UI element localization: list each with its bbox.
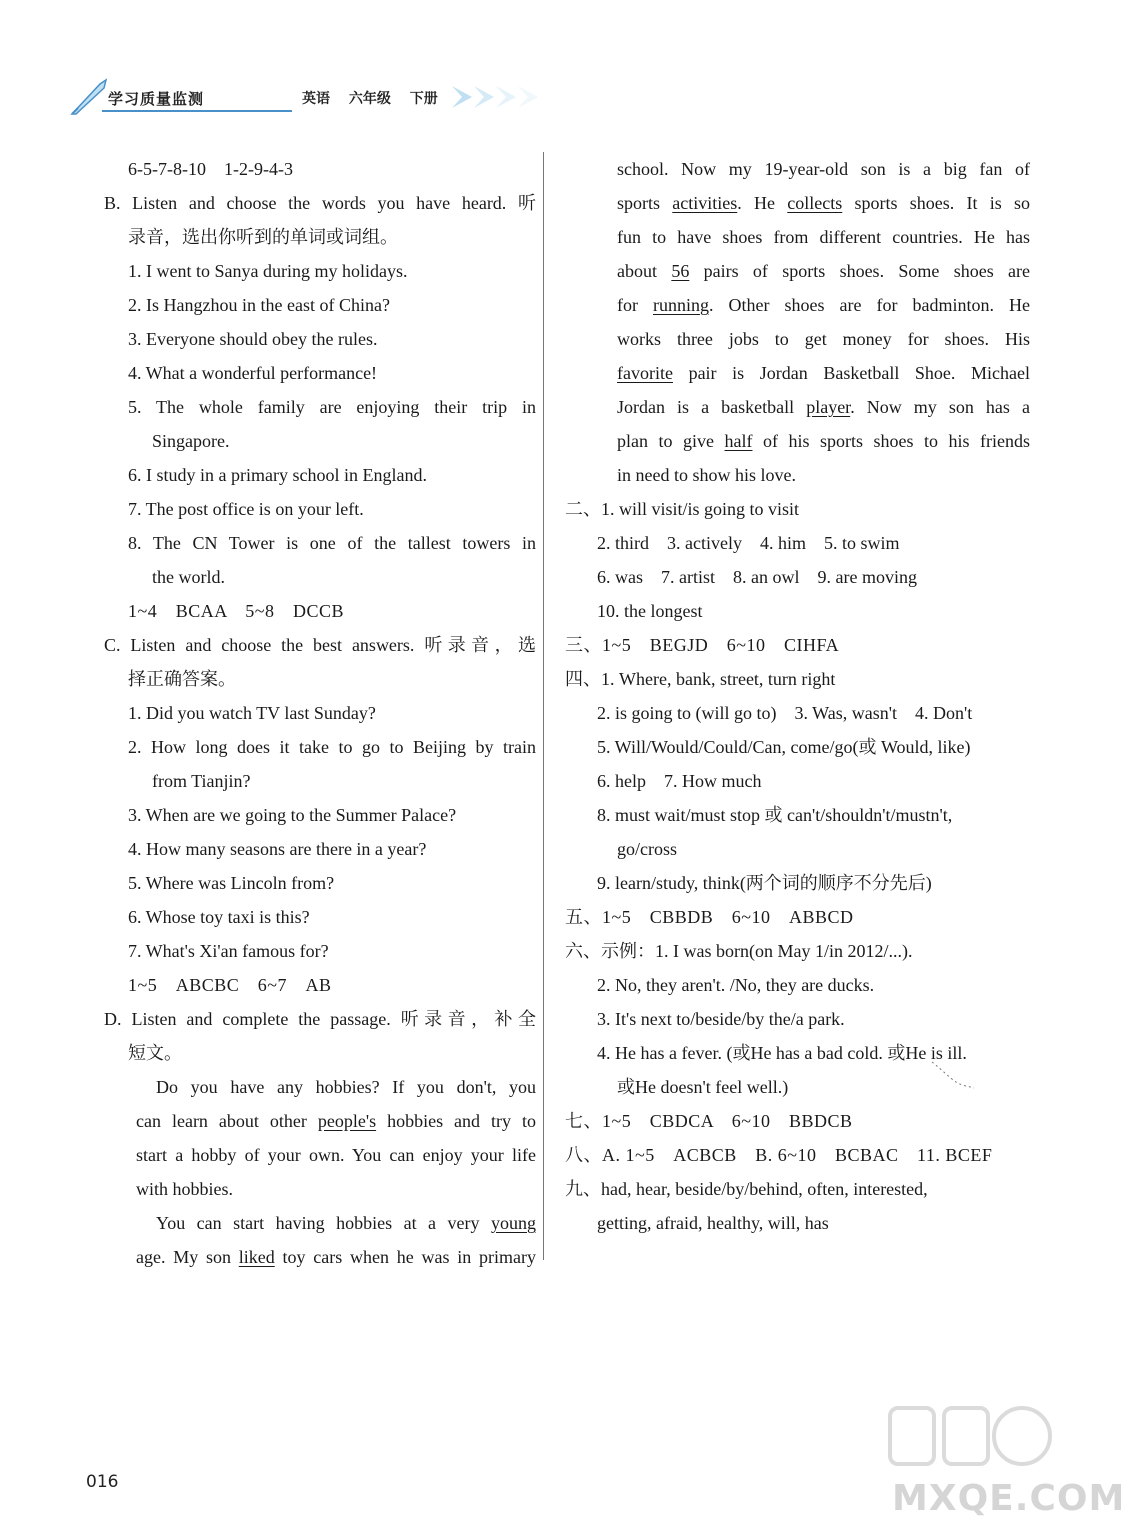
text-line: Singapore. [152,431,230,451]
header-rule [102,110,292,112]
text-line: 6-5-7-8-10 1-2-9-4-3 [128,159,293,179]
page-number: 016 [86,1472,119,1492]
text-line: Do you have any hobbies? If you don't, you [156,1077,536,1097]
text-line: 4. How many seasons are there in a year? [128,839,427,859]
text-line: 录音，选出你听到的单词或词组。 [128,227,398,247]
text-line: 6. help 7. How much [597,771,762,791]
left-column [104,152,536,1274]
watermark-seal-icon [884,1400,1056,1480]
text-line: 3. It's next to/beside/by the/a park. [597,1009,845,1029]
answer-blank: activities [672,193,738,213]
text-line: the world. [152,567,225,587]
answer-blank: young [491,1213,536,1233]
text-line: D. Listen and complete the passage. 听录音，补全 [104,1009,536,1029]
text-line: in need to show his love. [617,465,796,485]
text-line: 5. Will/Would/Could/Can, come/go(或 Would, like) [597,737,971,757]
text-line: 9. learn/study, think(两个词的顺序不分先后) [597,873,932,893]
grade-label: 六年级 [348,91,391,107]
text-line: about 56 pairs of sports shoes. Some shoes are [617,261,1030,281]
text-line: 10. the longest [597,601,703,621]
text-line: 七、1~5 CBDCA 6~10 BBDCB [565,1111,853,1131]
text-line: from Tianjin? [152,771,251,791]
answer-blank: favorite [617,363,673,383]
text-line: 1~4 BCAA 5~8 DCCB [128,601,345,621]
text-line: 1. Did you watch TV last Sunday? [128,703,376,723]
text-line: can learn about other people's hobbies and try to [136,1111,536,1131]
text-line: You can start having hobbies at a very young [156,1213,536,1233]
text-line: C. Listen and choose the best answers. 听录音，选 [104,635,536,655]
answer-blank: player [806,397,851,417]
answer-blank: running [653,295,709,315]
text-line: 择正确答案。 [128,669,236,689]
chevron-decoration-icon [450,82,550,112]
answer-blank: half [724,431,753,451]
answer-blank: people's [317,1111,377,1131]
text-line: 7. The post office is on your left. [128,499,364,519]
text-line: 八、A. 1~5 ACBCB B. 6~10 BCBAC 11. BCEF [565,1145,993,1165]
text-line: 3. Everyone should obey the rules. [128,329,378,349]
pen-scribble-icon [928,1058,988,1098]
watermark-logo [884,1400,1125,1526]
text-line: getting, afraid, healthy, will, has [597,1213,829,1233]
text-line: 1. I went to Sanya during my holidays. [128,261,408,281]
text-line: 3. When are we going to the Summer Palace? [128,805,457,825]
text-line: 九、had, hear, beside/by/behind, often, interested, [565,1179,928,1199]
text-line: 五、1~5 CBBDB 6~10 ABBCD [565,907,854,927]
text-line: plan to give half of his sports shoes to his friends [617,431,1031,451]
text-line: 2. is going to (will go to) 3. Was, wasn't 4. Don't [597,703,973,723]
answer-blank: liked [238,1247,275,1267]
text-line: school. Now my 19-year-old son is a big fan of [617,159,1030,179]
text-line: 或He doesn't feel well.) [617,1077,789,1097]
text-line: 5. Where was Lincoln from? [128,873,335,893]
text-line: 二、1. will visit/is going to visit [565,499,800,519]
answer-blank: 56 [671,261,690,281]
column-divider [543,152,544,1260]
text-line: 8. The CN Tower is one of the tallest towers in [128,533,536,553]
text-line: 1~5 ABCBC 6~7 AB [128,975,332,995]
text-line: sports activities. He collects sports shoes. It is so [617,193,1030,213]
text-line: 7. What's Xi'an famous for? [128,941,329,961]
volume-label: 下册 [409,91,438,107]
book-title: 学习质量监测 [108,90,205,108]
text-line: go/cross [617,839,677,859]
text-line: works three jobs to get money for shoes. His [617,329,1030,349]
text-line: 四、1. Where, bank, street, turn right [565,669,836,689]
text-line: 4. What a wonderful performance! [128,363,378,383]
text-line: 三、1~5 BEGJD 6~10 CIHFA [565,635,840,655]
book-meta [302,88,438,108]
text-line: 4. He has a fever. (或He has a bad cold. 或He is ill. [597,1043,967,1063]
text-line: for running. Other shoes are for badminton. He [617,295,1030,315]
text-line: 六、示例：1. I was born(on May 1/in 2012/...). [565,941,913,961]
text-line: 8. must wait/must stop 或 can't/shouldn't/mustn't, [597,805,953,825]
text-line: 短文。 [128,1043,182,1063]
text-line: Jordan is a basketball player. Now my son has a [617,397,1030,417]
page-header [70,78,490,118]
text-line: fun to have shoes from different countries. He has [617,227,1030,247]
text-line: 2. How long does it take to go to Beijing by train [128,737,536,757]
text-line: 6. I study in a primary school in England. [128,465,427,485]
text-line: 6. Whose toy taxi is this? [128,907,310,927]
text-line: age. My son liked toy cars when he was in primary [136,1247,536,1267]
text-line: start a hobby of your own. You can enjoy your life [136,1145,536,1165]
text-line: B. Listen and choose the words you have heard. 听 [104,193,536,213]
watermark-text: MXQE.COM [892,1478,1125,1519]
text-line: 2. No, they aren't. /No, they are ducks. [597,975,875,995]
text-line: 6. was 7. artist 8. an owl 9. are moving [597,567,917,587]
text-line: 2. Is Hangzhou in the east of China? [128,295,390,315]
text-line: 5. The whole family are enjoying their trip in [128,397,536,417]
answer-blank: collects [787,193,843,213]
text-line: with hobbies. [136,1179,233,1199]
text-line: favorite pair is Jordan Basketball Shoe. Michael [617,363,1030,383]
subject-label: 英语 [302,91,330,107]
text-line: 2. third 3. actively 4. him 5. to swim [597,533,900,553]
